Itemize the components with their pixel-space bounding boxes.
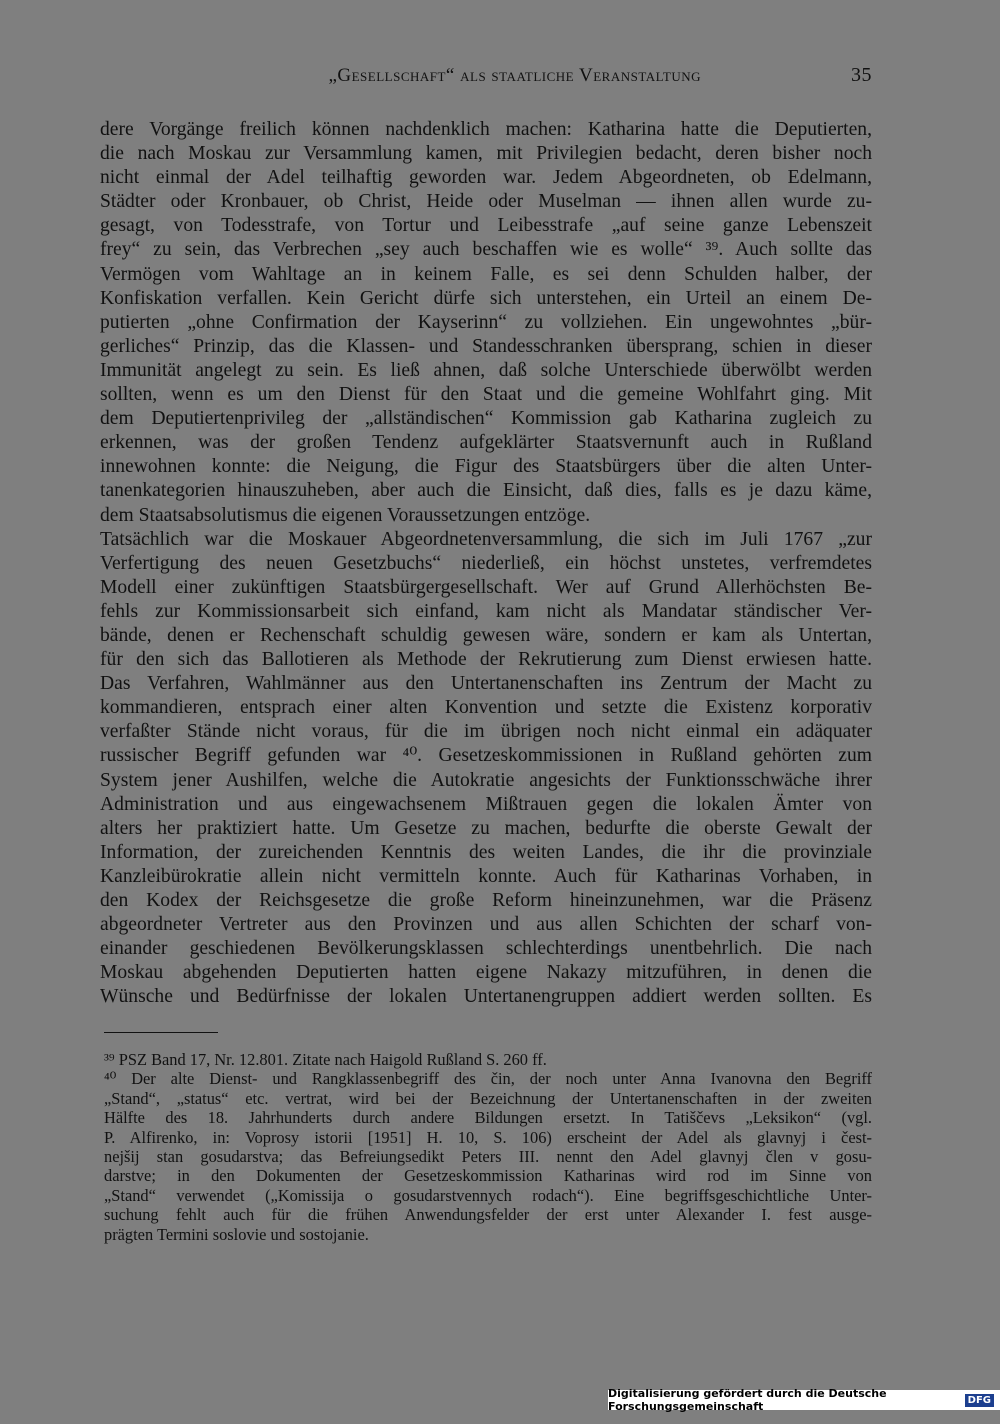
body-line: frey“ zu sein, das Verbrechen „sey auch beschaffen wie es wolle“ ³⁹. Auch sollte das: [100, 239, 872, 261]
body-line: Städter oder Kronbauer, ob Christ, Heide oder Muselman — ihnen allen wurde zu-: [100, 191, 872, 213]
footnote-line: ³⁹ PSZ Band 17, Nr. 12.801. Zitate nach Haigold Rußland S. 260 ff.: [104, 1050, 547, 1069]
body-line: Administration und aus eingewachsenem Mißtrauen gegen die lokalen Ämter von: [100, 793, 872, 815]
footnote-line: Hälfte des 18. Jahrhunderts durch andere Bildungen ersetzt. In Tatiščevs „Leksikon“ (vgl.: [104, 1108, 872, 1128]
body-line: die nach Moskau zur Versammlung kamen, mit Privilegien bedacht, deren bisher noch: [100, 143, 872, 165]
body-line: dem Deputiertenprivileg der „allständischen“ Kommission gab Katharina zugleich zu: [100, 408, 872, 430]
body-line: Immunität angelegt zu sein. Es ließ ahnen, daß solche Unterschiede überwölbt werden: [100, 359, 872, 381]
dfg-logo: DFG: [965, 1394, 994, 1407]
body-line: putierten „ohne Confirmation der Kayserinn“ zu vollziehen. Ein ungewohntes „bür-: [100, 311, 872, 333]
page-header: [100, 64, 872, 87]
body-line: gesagt, von Todesstrafe, von Tortur und Leibesstrafe „auf seine ganze Lebenszeit: [100, 215, 872, 237]
footnote-line: nejšij stan gosudarstva; das Befreiungsedikt Peters III. nennt den Adel glavnyj člen v gosu-: [104, 1147, 872, 1167]
body-line: Wünsche und Bedürfnisse der lokalen Untertanengruppen addiert werden sollten. Es: [100, 986, 872, 1008]
body-line: abgeordneter Vertreter aus den Provinzen und aus allen Schichten der scharf von-: [100, 914, 872, 936]
body-line: russischer Begriff gefunden war ⁴⁰. Gesetzeskommissionen in Rußland gehörten zum: [100, 745, 872, 767]
body-line: gerliches“ Prinzip, das die Klassen- und Standesschranken übersprang, schien in dieser: [100, 335, 872, 357]
footnotes: [104, 1050, 872, 1244]
funding-text: Digitalisierung gefördert durch die Deutsche Forschungsgemeinschaft: [608, 1387, 887, 1413]
body-line: fehls zur Kommissionsarbeit sich einfand, kam nicht als Mandatar ständischer Ver-: [100, 600, 872, 622]
footnote-line: suchung fehlt auch für die frühen Anwendungsfelder der erst unter Alexander I. fest ausge-: [104, 1205, 872, 1225]
body-line: sollten, wenn es um den Dienst für den Staat und die gemeine Wohlfahrt ging. Mit: [100, 384, 872, 406]
body-line: Verfertigung des neuen Gesetzbuchs“ niederließ, ein höchst unstetes, verfremdetes: [100, 552, 872, 574]
body-line: verfaßter Stände nicht voraus, für die im übrigen noch nicht einmal ein adäquater: [100, 721, 872, 743]
body-line: Tatsächlich war die Moskauer Abgeordnetenversammlung, die sich im Juli 1767 „zur: [100, 528, 872, 550]
footnote-line: „Stand“, „status“ etc. vertrat, wird bei der Bezeichnung der Untertanenschaften in der zweiten: [104, 1088, 872, 1108]
footnote-line: prägten Termini soslovie und sostojanie.: [104, 1224, 369, 1244]
body-line: bände, denen er Rechenschaft schuldig gewesen wäre, sondern er kam als Untertan,: [100, 624, 872, 646]
running-title: „Gesellschaft“ als staatliche Veranstaltung: [328, 65, 701, 86]
body-line: dem Staatsabsolutismus die eigenen Voraussetzungen entzöge.: [100, 504, 591, 526]
body-line: erkennen, was der großen Tendenz aufgeklärter Staatsvernunft auch in Rußland: [100, 432, 872, 454]
body-line: für den sich das Ballotieren als Methode der Rekrutierung zum Dienst erwiesen hatte.: [100, 649, 872, 671]
footnote-line: P. Alfirenko, in: Voprosy istorii [1951] H. 10, S. 106) erscheint der Adel als glavnyj i čest-: [104, 1127, 872, 1147]
body-line: Das Verfahren, Wahlmänner aus den Untertanenschaften ins Zentrum der Macht zu: [100, 673, 872, 695]
footnote-line: ⁴⁰ Der alte Dienst- und Rangklassenbegriff des čin, der noch unter Anna Ivanovna den Begriff: [104, 1069, 872, 1089]
body-line: den Kodex der Reichsgesetze die große Reform hineinzunehmen, war die Präsenz: [100, 890, 872, 911]
body-line: innewohnen konnte: die Neigung, die Figur des Staatsbürgers über die alten Unter-: [100, 456, 872, 478]
body-line: Vermögen vom Wahltage an in keinem Falle, es sei denn Schulden halber, der: [100, 263, 872, 285]
body-line: Information, der zureichenden Kenntnis des weiten Landes, die ihr die provinziale: [100, 841, 872, 863]
body-line: Kanzleibürokratie allein nicht vermitteln konnte. Auch für Katharinas Vorhaben, in: [100, 865, 872, 887]
footnote-separator: [104, 1032, 218, 1033]
body-line: Konfiskation verfallen. Kein Gericht dürfe sich unterstehen, ein Urteil an einem De-: [100, 287, 872, 309]
body-line: Modell einer zukünftigen Staatsbürgergesellschaft. Wer auf Grund Allerhöchsten Be-: [100, 576, 872, 598]
footnote-line: darstve; in den Dokumenten der Gesetzeskommission Katharinas wird rod im Sinne von: [104, 1166, 872, 1186]
body-line: tanenkategorien hinauszuheben, aber auch die Einsicht, daß dies, falls es je dazu käme,: [100, 480, 872, 502]
body-line: System jener Aushilfen, welche die Autokratie angesichts der Funktionsschwäche ihrer: [100, 769, 872, 791]
body-line: Moskau abgehenden Deputierten hatten eigene Nakazy mitzuführen, in denen die: [100, 962, 872, 984]
body-text: [100, 118, 872, 1009]
funding-banner: [608, 1387, 1000, 1413]
footnote-line: „Stand“ verwendet („Komissija o gosudarstvennych rodach“). Eine begriffsgeschichtliche Unter-: [104, 1185, 872, 1205]
body-line: kommandieren, entsprach einer alten Konvention und setzte die Existenz korporativ: [100, 697, 872, 719]
page-number: 35: [851, 64, 872, 86]
body-line: einander geschiedenen Bevölkerungsklassen schlechterdings unentbehrlich. Die nach: [100, 938, 872, 960]
body-line: nicht einmal der Adel teilhaftig geworden war. Jedem Abgeordneten, ob Edelmann,: [100, 167, 872, 189]
body-line: alters her praktiziert hatte. Um Gesetze zu machen, bedurfte die oberste Gewalt der: [100, 817, 872, 839]
body-line: dere Vorgänge freilich können nachdenklich machen: Katharina hatte die Deputierten,: [100, 119, 872, 140]
